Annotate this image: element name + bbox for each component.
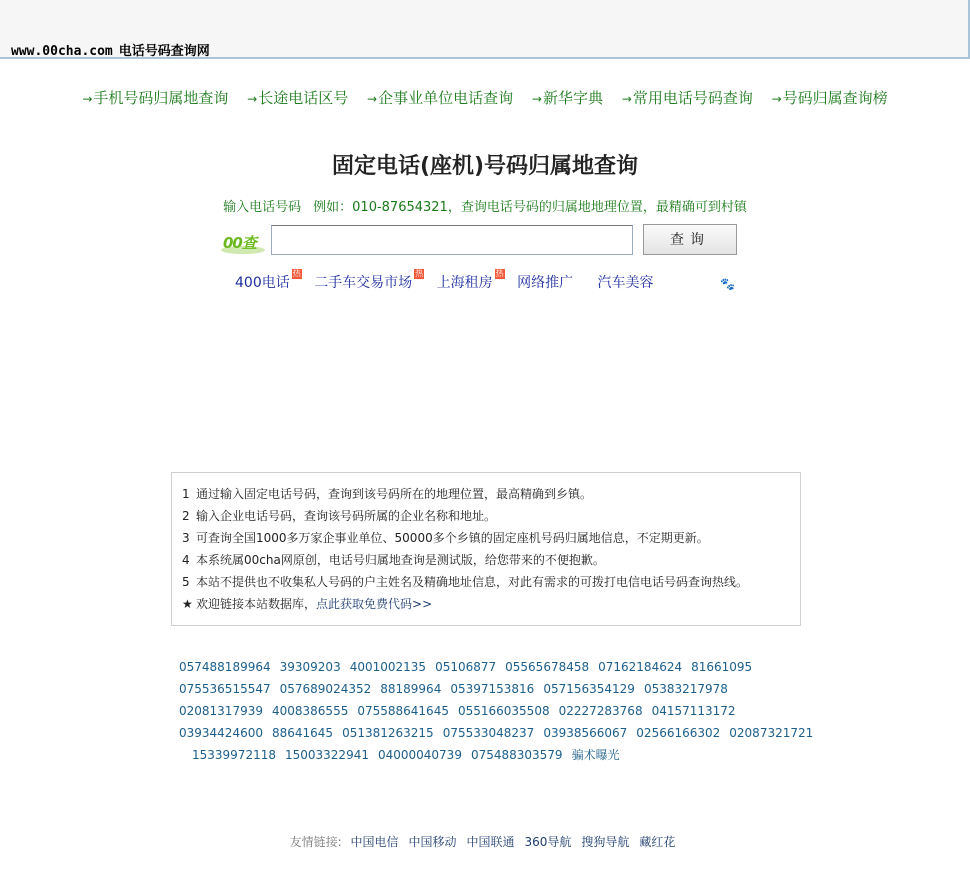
top-bar (0, 0, 970, 59)
phone-search-input[interactable] (271, 225, 633, 255)
number-link[interactable]: 15003322941 (284, 748, 369, 762)
number-link[interactable]: 05106877 (435, 660, 497, 674)
quick-link-shanghai-rent[interactable]: 上海租房 热 (436, 269, 504, 291)
footer-link[interactable]: 中国电信 (350, 835, 399, 849)
paw-icon[interactable]: 🐾 (720, 277, 735, 291)
info-box (171, 472, 801, 626)
footer-link[interactable]: 360导航 (524, 835, 572, 849)
quick-link-used-cars[interactable]: 二手车交易市场 热 (314, 269, 424, 291)
number-link[interactable]: 075588641645 (357, 704, 449, 718)
page-title: 固定电话(座机)号码归属地查询 (331, 154, 639, 179)
site-header[interactable] (11, 40, 210, 59)
number-link[interactable]: 04157113172 (651, 704, 736, 718)
number-row (179, 656, 799, 678)
search-hint (0, 196, 970, 215)
footer-label: 友情链接: (289, 835, 342, 849)
arrow-icon: → (531, 92, 542, 106)
scam-exposure-link[interactable]: 骗术曝光 (571, 748, 620, 762)
info-item-link: ★ 欢迎链接本站数据库，点此获取免费代码>> (182, 593, 748, 615)
number-link[interactable]: 02227283768 (558, 704, 643, 718)
number-link[interactable]: 05397153816 (450, 682, 535, 696)
number-link[interactable]: 057689024352 (279, 682, 372, 696)
arrow-icon: → (621, 92, 632, 106)
hot-badge: 热 (292, 269, 301, 278)
hot-badge: 热 (495, 269, 504, 278)
quick-link-promotion[interactable]: 网络推广 (517, 275, 574, 291)
nav-ranking[interactable]: →号码归属查询榜 (771, 89, 888, 107)
free-code-link[interactable]: 点此获取免费代码>> (316, 597, 433, 611)
number-link[interactable]: 4001002135 (349, 660, 427, 674)
quick-link-car-beauty[interactable]: 汽车美容 (597, 275, 654, 291)
logo-text: 00查 (223, 234, 256, 252)
star-icon: ★ (182, 597, 193, 611)
number-link[interactable]: 04000040739 (377, 748, 462, 762)
site-domain[interactable]: www.00cha.com (11, 44, 113, 59)
info-item: 2 输入企业电话号码，查询该号码所属的企业名称和地址。 (182, 509, 497, 523)
info-list (182, 483, 748, 615)
number-link[interactable]: 4008386555 (271, 704, 349, 718)
number-link[interactable]: 057156354129 (543, 682, 635, 696)
number-link[interactable]: 051381263215 (342, 726, 434, 740)
number-row (179, 678, 799, 700)
main-nav (0, 87, 970, 108)
info-item: 3 可查询全国1000多万家企事业单位、50000多个乡镇的固定座机号码归属地信息，不定期更新。 (182, 531, 709, 545)
number-row (179, 700, 799, 722)
info-item: 4 本系统属00cha网原创，电话号归属地查询是测试版，给您带来的不便抱歉。 (182, 553, 605, 567)
nav-common-numbers[interactable]: →常用电话号码查询 (621, 89, 753, 107)
site-name[interactable]: 电话号码查询网 (118, 44, 210, 59)
number-link[interactable]: 39309203 (279, 660, 341, 674)
nav-company-phone[interactable]: →企事业单位电话查询 (367, 89, 514, 107)
hot-badge: 热 (415, 269, 424, 278)
number-row (179, 722, 814, 744)
number-link[interactable]: 88189964 (380, 682, 442, 696)
info-item: 1 通过输入固定电话号码，查询到该号码所在的地理位置，最高精确到乡镇。 (182, 487, 593, 501)
arrow-icon: → (367, 92, 378, 106)
number-link[interactable]: 075536515547 (179, 682, 271, 696)
number-link[interactable]: 055166035508 (457, 704, 550, 718)
nav-area-codes[interactable]: →长途电话区号 (247, 89, 349, 107)
recent-numbers (179, 656, 814, 766)
number-link[interactable]: 07162184624 (598, 660, 683, 674)
number-link[interactable]: 075488303579 (470, 748, 563, 762)
00cha-logo (221, 230, 265, 254)
number-link[interactable]: 02081317939 (179, 704, 263, 718)
arrow-icon: → (771, 92, 782, 106)
footer-link[interactable]: 中国移动 (408, 835, 457, 849)
nav-mobile-lookup[interactable]: →手机号码归属地查询 (82, 89, 229, 107)
number-link[interactable]: 057488189964 (179, 660, 271, 674)
number-link[interactable]: 075533048237 (442, 726, 535, 740)
footer-links (0, 833, 970, 850)
quick-link-400[interactable]: 400电话 热 (235, 269, 301, 291)
footer-link[interactable]: 搜狗导航 (581, 835, 630, 849)
footer-link[interactable]: 中国联通 (466, 835, 515, 849)
number-link[interactable]: 02566166302 (636, 726, 721, 740)
info-item: 5 本站不提供也不收集私人号码的户主姓名及精确地址信息，对此有需求的可拨打电信电话号码查询热线。 (182, 575, 749, 589)
hint-text: 例如：010-87654321，查询电话号码的归属地地理位置，最精确可到村镇 (313, 200, 747, 215)
number-link[interactable]: 05383217978 (643, 682, 728, 696)
quick-links (235, 269, 674, 292)
number-link[interactable]: 88641645 (271, 726, 334, 740)
number-row (179, 744, 799, 766)
number-link[interactable]: 81661095 (691, 660, 753, 674)
number-link[interactable]: 03934424600 (179, 726, 263, 740)
hint-label: 输入电话号码 (223, 200, 302, 215)
arrow-icon: → (247, 92, 258, 106)
number-link[interactable]: 02087321721 (729, 726, 814, 740)
number-link[interactable]: 05565678458 (505, 660, 590, 674)
search-button[interactable]: 查询 (643, 224, 737, 255)
number-link[interactable]: 15339972118 (192, 748, 276, 762)
number-link[interactable]: 03938566067 (543, 726, 628, 740)
nav-dictionary[interactable]: →新华字典 (531, 89, 603, 107)
footer-link[interactable]: 藏红花 (639, 835, 676, 849)
arrow-icon: → (82, 92, 93, 106)
